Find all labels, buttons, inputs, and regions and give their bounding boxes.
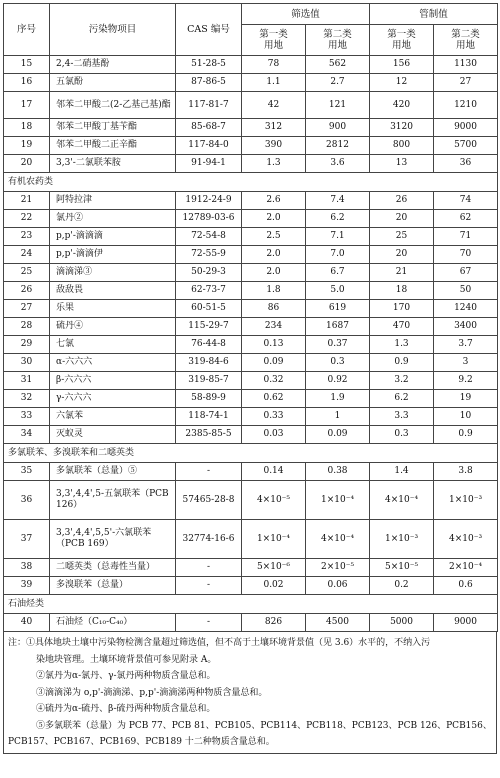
cell-screening-land2: 6.2	[306, 210, 370, 228]
table-row	[4, 228, 498, 246]
note-1: 注：①具体地块土壤中污染物检测含量超过筛选值，但不高于土壤环境背景值（见 3.6）水平的，不纳入污 染地块管理。土壤环境背景值可参见附录 A。	[8, 638, 431, 665]
header-cas: CAS 编号	[176, 4, 242, 56]
table-row	[4, 264, 498, 282]
cell-screening-land1: 1.3	[242, 155, 306, 173]
cell-pollutant-name: 灭蚁灵	[50, 426, 176, 444]
cell-pollutant-name: 滴滴涕③	[50, 264, 176, 282]
cell-serial-no: 25	[4, 264, 50, 282]
cell-pollutant-name: 3,3',4,4',5-五氯联苯（PCB 126）	[50, 481, 176, 520]
cell-pollutant-name: 3,3',4,4',5,5'-六氯联苯（PCB 169）	[50, 520, 176, 559]
cell-serial-no: 18	[4, 119, 50, 137]
note-5: ⑤多氯联苯（总量）为 PCB 77、PCB 81、PCB105、PCB114、PCB118、PCB123、PCB 126、PCB156、	[36, 720, 492, 731]
header-screening-land2: 第二类 用地	[306, 25, 370, 56]
table-row	[4, 354, 498, 372]
table-notes	[3, 632, 497, 754]
cell-screening-land2: 619	[306, 300, 370, 318]
cell-screening-land2: 0.38	[306, 463, 370, 481]
cell-control-land2: 50	[434, 282, 498, 300]
cell-control-land2: 36	[434, 155, 498, 173]
cell-control-land2: 5700	[434, 137, 498, 155]
table-row	[4, 137, 498, 155]
table-row	[4, 119, 498, 137]
cell-serial-no: 31	[4, 372, 50, 390]
cell-screening-land1: 2.0	[242, 210, 306, 228]
cell-cas-number: -	[176, 614, 242, 632]
cell-cas-number: 60-51-5	[176, 300, 242, 318]
cell-serial-no: 32	[4, 390, 50, 408]
cell-control-land1: 170	[370, 300, 434, 318]
cell-control-land2: 67	[434, 264, 498, 282]
cell-cas-number: 50-29-3	[176, 264, 242, 282]
table-row	[4, 92, 498, 119]
cell-serial-no: 27	[4, 300, 50, 318]
cell-screening-land1: 390	[242, 137, 306, 155]
cell-pollutant-name: 氯丹②	[50, 210, 176, 228]
table-row	[4, 408, 498, 426]
cell-screening-land2: 3.6	[306, 155, 370, 173]
cell-screening-land1: 0.33	[242, 408, 306, 426]
cell-serial-no: 26	[4, 282, 50, 300]
table-row	[4, 56, 498, 74]
cell-screening-land2: 0.37	[306, 336, 370, 354]
cell-serial-no: 23	[4, 228, 50, 246]
cell-serial-no: 28	[4, 318, 50, 336]
cell-control-land1: 0.9	[370, 354, 434, 372]
cell-control-land2: 1210	[434, 92, 498, 119]
cell-control-land2: 3.8	[434, 463, 498, 481]
cell-control-land2: 19	[434, 390, 498, 408]
cell-control-land1: 3.3	[370, 408, 434, 426]
table-row	[4, 614, 498, 632]
cell-serial-no: 38	[4, 559, 50, 577]
cell-cas-number: 76-44-8	[176, 336, 242, 354]
header-serial-no: 序号	[4, 4, 50, 56]
cell-screening-land2: 7.0	[306, 246, 370, 264]
cell-pollutant-name: 邻苯二甲酸丁基苄酯	[50, 119, 176, 137]
cell-screening-land1: 0.03	[242, 426, 306, 444]
cell-screening-land2: 2×10⁻⁵	[306, 559, 370, 577]
table-row	[4, 372, 498, 390]
cell-serial-no: 20	[4, 155, 50, 173]
cell-cas-number: 51-28-5	[176, 56, 242, 74]
table-row	[4, 481, 498, 520]
cell-control-land2: 62	[434, 210, 498, 228]
table-row	[4, 336, 498, 354]
section-heading-pcb-dioxins: 多氯联苯、多溴联苯和二噁英类	[4, 444, 498, 463]
cell-control-land1: 800	[370, 137, 434, 155]
cell-serial-no: 37	[4, 520, 50, 559]
cell-serial-no: 24	[4, 246, 50, 264]
cell-control-land1: 12	[370, 74, 434, 92]
header-control-land2: 第二类 用地	[434, 25, 498, 56]
cell-cas-number: 32774-16-6	[176, 520, 242, 559]
cell-cas-number: 117-81-7	[176, 92, 242, 119]
cell-pollutant-name: β-六六六	[50, 372, 176, 390]
pollutant-limits-table	[3, 3, 498, 632]
cell-screening-land2: 1687	[306, 318, 370, 336]
group-c-rows	[4, 463, 498, 595]
cell-control-land2: 1130	[434, 56, 498, 74]
table-row	[4, 155, 498, 173]
table-row	[4, 559, 498, 577]
cell-control-land2: 3.7	[434, 336, 498, 354]
cell-serial-no: 35	[4, 463, 50, 481]
cell-screening-land1: 42	[242, 92, 306, 119]
cell-control-land1: 25	[370, 228, 434, 246]
cell-control-land2: 27	[434, 74, 498, 92]
cell-cas-number: 319-84-6	[176, 354, 242, 372]
cell-cas-number: 12789-03-6	[176, 210, 242, 228]
header-control-value: 管制值	[370, 4, 498, 25]
cell-pollutant-name: 五氯酚	[50, 74, 176, 92]
cell-screening-land2: 4500	[306, 614, 370, 632]
cell-screening-land1: 78	[242, 56, 306, 74]
table-row	[4, 210, 498, 228]
cell-screening-land1: 0.62	[242, 390, 306, 408]
cell-serial-no: 36	[4, 481, 50, 520]
table-row	[4, 463, 498, 481]
cell-pollutant-name: 二噁英类（总毒性当量）	[50, 559, 176, 577]
cell-serial-no: 21	[4, 192, 50, 210]
cell-serial-no: 19	[4, 137, 50, 155]
cell-control-land1: 0.3	[370, 426, 434, 444]
note-5-continued: PCB157、PCB167、PCB169、PCB189 十二种物质含量总和。	[8, 737, 275, 747]
cell-screening-land1: 234	[242, 318, 306, 336]
cell-pollutant-name: α-六六六	[50, 354, 176, 372]
cell-cas-number: -	[176, 577, 242, 595]
cell-pollutant-name: 多溴联苯（总量）	[50, 577, 176, 595]
cell-control-land1: 13	[370, 155, 434, 173]
cell-control-land2: 71	[434, 228, 498, 246]
table-row	[4, 282, 498, 300]
cell-screening-land2: 7.4	[306, 192, 370, 210]
cell-screening-land1: 0.32	[242, 372, 306, 390]
cell-cas-number: 57465-28-8	[176, 481, 242, 520]
note-3: ③滴滴涕为 o,p'-滴滴涕、p,p'-滴滴涕两种物质含量总和。	[36, 687, 268, 698]
cell-screening-land1: 312	[242, 119, 306, 137]
cell-pollutant-name: 3,3'-二氯联苯胺	[50, 155, 176, 173]
cell-screening-land2: 1×10⁻⁴	[306, 481, 370, 520]
cell-pollutant-name: 阿特拉津	[50, 192, 176, 210]
group-a-rows	[4, 56, 498, 173]
table-row	[4, 300, 498, 318]
cell-control-land1: 6.2	[370, 390, 434, 408]
cell-control-land1: 420	[370, 92, 434, 119]
cell-screening-land1: 2.5	[242, 228, 306, 246]
cell-serial-no: 34	[4, 426, 50, 444]
cell-control-land2: 70	[434, 246, 498, 264]
cell-pollutant-name: 邻苯二甲酸二正辛酯	[50, 137, 176, 155]
cell-serial-no: 16	[4, 74, 50, 92]
cell-cas-number: 1912-24-9	[176, 192, 242, 210]
cell-cas-number: 62-73-7	[176, 282, 242, 300]
cell-control-land1: 3.2	[370, 372, 434, 390]
cell-screening-land2: 2.7	[306, 74, 370, 92]
cell-cas-number: -	[176, 463, 242, 481]
cell-cas-number: 118-74-1	[176, 408, 242, 426]
cell-pollutant-name: 六氯苯	[50, 408, 176, 426]
cell-control-land2: 74	[434, 192, 498, 210]
note-2: ②氯丹为α-氯丹、γ-氯丹两种物质含量总和。	[36, 671, 216, 681]
cell-control-land1: 20	[370, 246, 434, 264]
cell-pollutant-name: 乐果	[50, 300, 176, 318]
cell-serial-no: 40	[4, 614, 50, 632]
cell-control-land2: 9000	[434, 119, 498, 137]
cell-control-land1: 0.2	[370, 577, 434, 595]
cell-pollutant-name: γ-六六六	[50, 390, 176, 408]
note-4: ④硫丹为α-硫丹、β-硫丹两种物质含量总和。	[36, 704, 216, 714]
table-row	[4, 192, 498, 210]
cell-control-land2: 3	[434, 354, 498, 372]
cell-cas-number: 87-86-5	[176, 74, 242, 92]
cell-pollutant-name: 敌敌畏	[50, 282, 176, 300]
cell-pollutant-name: 七氯	[50, 336, 176, 354]
cell-control-land1: 1.4	[370, 463, 434, 481]
table-row	[4, 246, 498, 264]
cell-cas-number: 85-68-7	[176, 119, 242, 137]
cell-cas-number: 2385-85-5	[176, 426, 242, 444]
cell-cas-number: 58-89-9	[176, 390, 242, 408]
cell-control-land2: 1×10⁻³	[434, 481, 498, 520]
cell-control-land1: 26	[370, 192, 434, 210]
cell-serial-no: 30	[4, 354, 50, 372]
cell-pollutant-name: 多氯联苯（总量）⑤	[50, 463, 176, 481]
cell-screening-land2: 1	[306, 408, 370, 426]
cell-control-land2: 3400	[434, 318, 498, 336]
cell-control-land2: 10	[434, 408, 498, 426]
cell-serial-no: 39	[4, 577, 50, 595]
cell-pollutant-name: 2,4-二硝基酚	[50, 56, 176, 74]
cell-screening-land1: 2.6	[242, 192, 306, 210]
header-screening-land1: 第一类 用地	[242, 25, 306, 56]
cell-control-land1: 20	[370, 210, 434, 228]
cell-screening-land2: 900	[306, 119, 370, 137]
cell-pollutant-name: 石油烃（C₁₀-C₄₀）	[50, 614, 176, 632]
group-b-rows	[4, 192, 498, 444]
cell-screening-land1: 0.09	[242, 354, 306, 372]
cell-control-land1: 4×10⁻⁴	[370, 481, 434, 520]
cell-cas-number: 72-55-9	[176, 246, 242, 264]
header-screening-value: 筛选值	[242, 4, 370, 25]
cell-screening-land2: 6.7	[306, 264, 370, 282]
cell-serial-no: 15	[4, 56, 50, 74]
cell-control-land1: 470	[370, 318, 434, 336]
cell-control-land2: 0.9	[434, 426, 498, 444]
cell-pollutant-name: p,p'-滴滴伊	[50, 246, 176, 264]
cell-control-land1: 5000	[370, 614, 434, 632]
cell-screening-land1: 0.14	[242, 463, 306, 481]
table-row	[4, 318, 498, 336]
table-row	[4, 426, 498, 444]
header-pollutant: 污染物项目	[50, 4, 176, 56]
cell-cas-number: 319-85-7	[176, 372, 242, 390]
cell-screening-land1: 0.02	[242, 577, 306, 595]
cell-screening-land2: 7.1	[306, 228, 370, 246]
cell-control-land1: 1.3	[370, 336, 434, 354]
cell-screening-land1: 826	[242, 614, 306, 632]
cell-screening-land2: 0.92	[306, 372, 370, 390]
cell-control-land1: 5×10⁻⁵	[370, 559, 434, 577]
cell-serial-no: 22	[4, 210, 50, 228]
cell-screening-land1: 2.0	[242, 246, 306, 264]
cell-screening-land1: 1×10⁻⁴	[242, 520, 306, 559]
cell-screening-land2: 4×10⁻⁴	[306, 520, 370, 559]
table-row	[4, 520, 498, 559]
cell-screening-land2: 121	[306, 92, 370, 119]
cell-cas-number: -	[176, 559, 242, 577]
cell-control-land2: 2×10⁻⁴	[434, 559, 498, 577]
cell-pollutant-name: 邻苯二甲酸二(2-乙基己基)酯	[50, 92, 176, 119]
cell-control-land1: 21	[370, 264, 434, 282]
group-d-rows	[4, 614, 498, 632]
cell-cas-number: 117-84-0	[176, 137, 242, 155]
cell-serial-no: 17	[4, 92, 50, 119]
cell-control-land1: 156	[370, 56, 434, 74]
cell-screening-land2: 562	[306, 56, 370, 74]
section-heading-petroleum: 石油烃类	[4, 595, 498, 614]
cell-screening-land1: 1.8	[242, 282, 306, 300]
cell-control-land1: 1×10⁻³	[370, 520, 434, 559]
cell-screening-land1: 86	[242, 300, 306, 318]
cell-screening-land2: 0.09	[306, 426, 370, 444]
header-control-land1: 第一类 用地	[370, 25, 434, 56]
cell-screening-land1: 1.1	[242, 74, 306, 92]
cell-control-land1: 18	[370, 282, 434, 300]
cell-cas-number: 115-29-7	[176, 318, 242, 336]
cell-control-land2: 1240	[434, 300, 498, 318]
cell-screening-land2: 1.9	[306, 390, 370, 408]
cell-screening-land2: 2812	[306, 137, 370, 155]
table-row	[4, 74, 498, 92]
cell-screening-land2: 0.06	[306, 577, 370, 595]
table-row	[4, 390, 498, 408]
cell-control-land2: 0.6	[434, 577, 498, 595]
cell-screening-land2: 5.0	[306, 282, 370, 300]
table-row	[4, 577, 498, 595]
cell-control-land1: 3120	[370, 119, 434, 137]
cell-screening-land1: 5×10⁻⁶	[242, 559, 306, 577]
cell-screening-land1: 0.13	[242, 336, 306, 354]
cell-cas-number: 91-94-1	[176, 155, 242, 173]
cell-screening-land1: 4×10⁻⁵	[242, 481, 306, 520]
cell-screening-land1: 2.0	[242, 264, 306, 282]
cell-serial-no: 29	[4, 336, 50, 354]
section-heading-pesticides: 有机农药类	[4, 173, 498, 192]
cell-serial-no: 33	[4, 408, 50, 426]
cell-pollutant-name: p,p'-滴滴滴	[50, 228, 176, 246]
cell-control-land2: 9.2	[434, 372, 498, 390]
cell-screening-land2: 0.3	[306, 354, 370, 372]
cell-cas-number: 72-54-8	[176, 228, 242, 246]
cell-control-land2: 9000	[434, 614, 498, 632]
cell-control-land2: 4×10⁻³	[434, 520, 498, 559]
standards-table-page	[3, 3, 497, 754]
cell-pollutant-name: 硫丹④	[50, 318, 176, 336]
